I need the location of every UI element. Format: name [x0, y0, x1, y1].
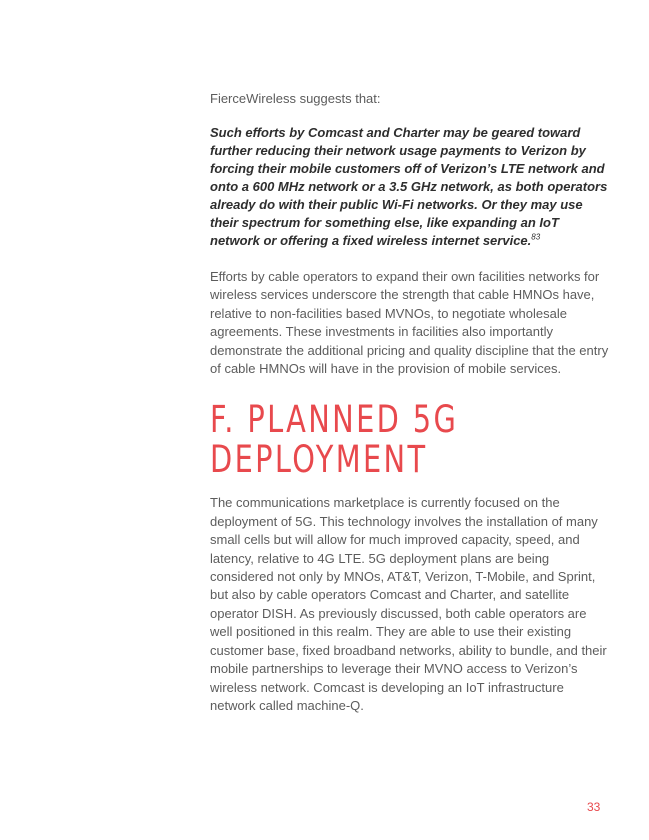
quote-text: Such efforts by Comcast and Charter may be geared toward further reducing their network usage payments to Verizon by forcing their mobile customers off of Verizon’s LTE network and onto a 600 MHz network or a 3.5 GHz network, as both operators already do with their public Wi-Fi networks. Or they may use their spectrum for something else, like expanding an IoT network or offering a fixed wireless internet service. — [210, 125, 608, 248]
page-number: 33 — [587, 800, 601, 814]
section-heading-line-1: F. PLANNED 5G — [210, 398, 459, 442]
section-heading-line-2: DEPLOYMENT — [210, 438, 428, 482]
footnote-marker: 83 — [531, 232, 541, 242]
intro-text: FierceWireless suggests that: — [210, 91, 381, 106]
paragraph-facilities: Efforts by cable operators to expand their own facilities networks for wireless services underscore the strength that cable HMNOs have, relative to non-facilities based MVNOs, to negotiate wholesale agreements. These investments in facilities also importantly demonstrate the additional pricing and quality discipline that the entry of cable HMNOs will have in the provision of mobile services. — [210, 269, 609, 377]
section-heading — [210, 400, 616, 480]
block-quote — [210, 124, 610, 250]
paragraph-5g: The communications marketplace is currently focused on the deployment of 5G. This technology involves the installation of many small cells but will allow for much improved capacity, speed, and latency, relative to 4G LTE. 5G deployment plans are being considered not only by MNOs, AT&T, Verizon, T-Mobile, and Sprint, but also by cable operators Comcast and Charter, and satellite operator DISH. As previously discussed, both cable operators are well positioned in this realm. They are able to use their existing customer base, fixed broadband networks, ability to bundle, and their mobile partnerships to leverage their MVNO access to Verizon’s wireless network. Comcast is developing an IoT infrastructure network called machine-Q. — [210, 495, 607, 713]
document-body — [210, 90, 610, 715]
